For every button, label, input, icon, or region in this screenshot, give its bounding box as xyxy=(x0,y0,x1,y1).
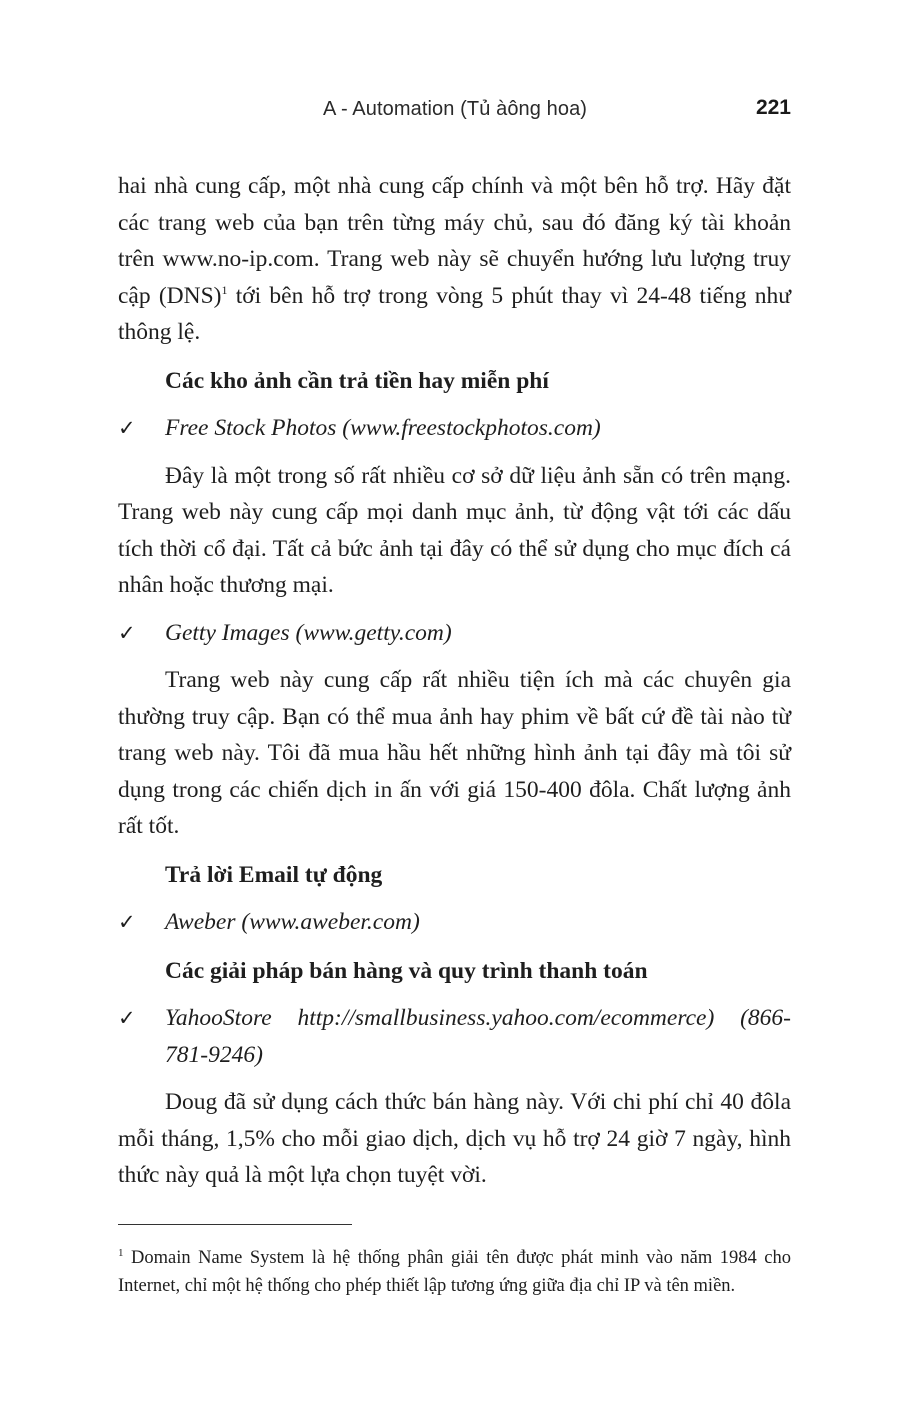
list-item-aweber xyxy=(118,904,791,941)
section-heading-sales: Các giải pháp bán hàng và quy trình thanh toán xyxy=(165,957,648,984)
paragraph-free-stock-photos: Đây là một trong số rất nhiều cơ sở dữ liệu ảnh sẵn có trên mạng. Trang web này cung cấp mọi danh mục ảnh, từ động vật tới các dấu tích thời cổ đại. Tất cả bức ảnh tại đây có thể sử dụng cho mục đích cá nhân hoặc thương mại. xyxy=(118,462,791,598)
check-mark-icon: ✓ xyxy=(118,416,136,440)
body-text xyxy=(118,168,791,1194)
paragraph-dns-text-start: hai nhà cung cấp, một nhà cung cấp chính và một bên hỗ trợ. Hãy đặt các trang web của bạn trên từng máy chủ, sau đó đăng ký tài khoản trên www.no-ip.com. Trang web này sẽ chuyển hướng lưu lượng truy cập (DNS) xyxy=(118,173,791,309)
list-item-label: Aweber (www.aweber.com) xyxy=(165,909,420,935)
footnote xyxy=(118,1245,791,1300)
page-number: 221 xyxy=(755,96,791,119)
list-item-label: Free Stock Photos (www.freestockphotos.com) xyxy=(165,415,601,441)
paragraph-dns xyxy=(118,168,791,351)
paragraph-yahoostore: Doug đã sử dụng cách thức bán hàng này. Với chi phí chỉ 40 đôla mỗi tháng, 1,5% cho mỗi giao dịch, dịch vụ hỗ trợ 24 giờ 7 ngày, hình thức này quả là một lựa chọn tuyệt vời. xyxy=(118,1089,791,1188)
running-header xyxy=(118,96,791,126)
list-item-getty-images xyxy=(118,615,791,652)
paragraph-getty-images: Trang web này cung cấp rất nhiều tiện ích mà các chuyên gia thường truy cập. Bạn có thể mua ảnh hay phim về bất cứ đề tài nào từ trang web này. Tôi đã mua hầu hết những hình ảnh tại đây mà tôi sử dụng trong các chiến dịch in ấn với giá 150-400 đôla. Chất lượng ảnh rất tốt. xyxy=(118,667,791,839)
check-mark-icon: ✓ xyxy=(118,910,136,934)
footnote-marker: 1 xyxy=(118,1246,124,1259)
list-item-yahoostore xyxy=(118,1000,791,1073)
paragraph-dns-text-end: tới bên hỗ trợ trong vòng 5 phút thay vì 24-48 tiếng như thông lệ. xyxy=(118,282,791,345)
check-mark-icon: ✓ xyxy=(118,1006,136,1030)
list-item-free-stock-photos xyxy=(118,410,791,447)
section-heading-email: Trả lời Email tự động xyxy=(165,861,383,888)
list-item-label: YahooStore http://smallbusiness.yahoo.com/ecommerce) (866-781-9246) xyxy=(165,1005,791,1068)
footnote-reference: 1 xyxy=(221,282,228,297)
footnote-text: Domain Name System là hệ thống phân giải tên được phát minh vào năm 1984 cho Internet, chỉ một hệ thống cho phép thiết lập tương ứng giữa địa chỉ IP và tên miền. xyxy=(118,1248,791,1296)
check-mark-icon: ✓ xyxy=(118,620,136,645)
running-title: A - Automation (Tủ àông hoa) xyxy=(323,98,588,120)
footnote-divider xyxy=(118,1224,352,1225)
list-item-label: Getty Images (www.getty.com) xyxy=(165,619,452,646)
section-heading-stock-photos: Các kho ảnh cần trả tiền hay miễn phí xyxy=(165,367,549,394)
